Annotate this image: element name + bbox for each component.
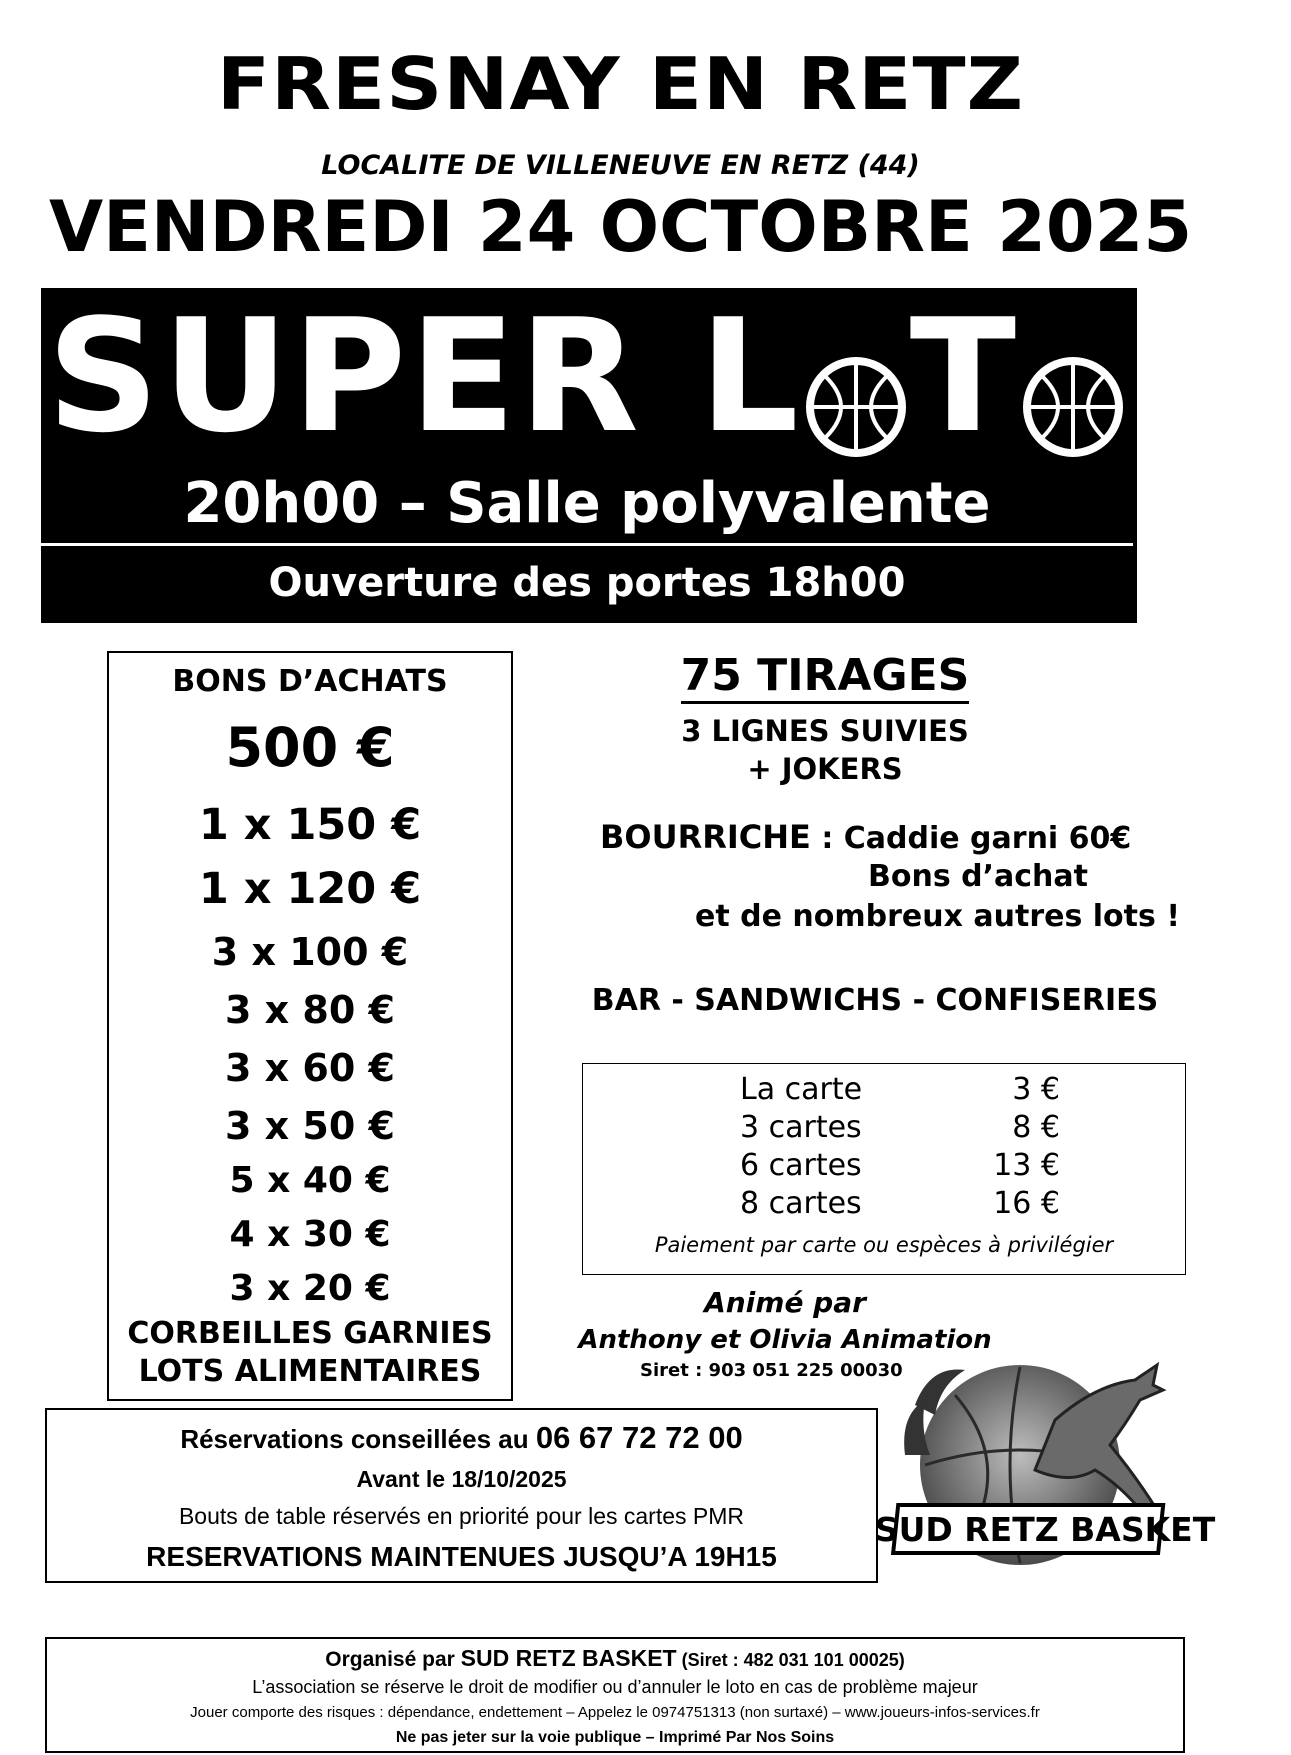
- prize-item: 5 x 40 €: [229, 1160, 391, 1201]
- kangaroo-basketball-logo: [874, 1345, 1216, 1575]
- organizer-disclaimer: L’association se réserve le droit de modifier ou d’annuler le loto en cas de problème majeur: [252, 1677, 978, 1697]
- reservation-pmr-note: Bouts de table réservés en priorité pour les cartes PMR: [178, 1503, 745, 1529]
- prize-item: 1 x 120 €: [198, 864, 422, 914]
- draws-line: + JOKERS: [747, 752, 903, 786]
- print-notice: Ne pas jeter sur la voie publique – Imprimé Par Nos Soins: [395, 1729, 835, 1746]
- bourriche-label: BOURRICHE: [600, 818, 811, 856]
- basketball-icon: [1021, 325, 1125, 429]
- price-value: 16 €: [993, 1186, 1060, 1221]
- time-and-venue: 20h00 – Salle polyvalente: [41, 461, 1133, 546]
- animation-label: Animé par: [704, 1286, 866, 1319]
- bar-services: BAR - SANDWICHS - CONFISERIES: [591, 983, 1159, 1018]
- organizer-name: SUD RETZ BASKET: [460, 1645, 677, 1671]
- price-label: 6 cartes: [740, 1148, 862, 1183]
- bourriche-text: : Caddie garni 60€: [810, 821, 1132, 856]
- price-value: 13 €: [993, 1148, 1060, 1183]
- draws-line: 3 LIGNES SUIVIES: [681, 714, 969, 748]
- animation-name: Anthony et Olivia Animation: [578, 1325, 992, 1355]
- prize-extra: CORBEILLES GARNIES: [127, 1316, 493, 1351]
- organizer-prefix: Organisé par: [325, 1648, 461, 1671]
- price-label: 3 cartes: [740, 1110, 862, 1145]
- reservation-prefix: Réservations conseillées au: [180, 1424, 536, 1454]
- prize-item: 4 x 30 €: [229, 1214, 391, 1255]
- organizer-siret: (Siret : 482 031 101 00025): [676, 1650, 905, 1670]
- prize-item: 3 x 50 €: [225, 1104, 395, 1148]
- event-date: VENDREDI 24 OCTOBRE 2025: [48, 186, 1193, 268]
- price-label: 8 cartes: [740, 1186, 862, 1221]
- draws-title-text: 75 TIRAGES: [681, 650, 970, 704]
- title-text-part1: SUPER L: [46, 285, 802, 467]
- price-value: 8 €: [1012, 1110, 1060, 1145]
- prize-item: 3 x 100 €: [211, 930, 409, 974]
- prize-item: 1 x 150 €: [198, 800, 422, 850]
- price-value: 3 €: [1012, 1072, 1060, 1107]
- prize-heading: BONS D’ACHATS: [172, 664, 448, 699]
- organizer-line: [45, 1645, 1185, 1672]
- event-town-title: FRESNAY EN RETZ: [216, 42, 1025, 126]
- bourriche-text: et de nombreux autres lots !: [695, 899, 1180, 934]
- prize-extra: LOTS ALIMENTAIRES: [138, 1354, 482, 1389]
- basketball-icon: [804, 325, 908, 429]
- reservation-phone: 06 67 72 72 00: [535, 1420, 743, 1455]
- bourriche-line: [600, 818, 1131, 856]
- reservation-hold-note: RESERVATIONS MAINTENUES JUSQU’A 19H15: [146, 1541, 777, 1572]
- super-loto-title: [41, 285, 1133, 467]
- locality-subtitle: LOCALITE DE VILLENEUVE EN RETZ (44): [321, 150, 920, 181]
- draws-title: [625, 650, 1025, 701]
- reservation-line: [45, 1420, 878, 1456]
- price-label: La carte: [740, 1072, 863, 1107]
- logo-text: SUD RETZ BASKET: [874, 1510, 1216, 1549]
- bourriche-text: Bons d’achat: [868, 859, 1088, 894]
- doors-opening: Ouverture des portes 18h00: [268, 560, 906, 606]
- reservation-deadline: Avant le 18/10/2025: [356, 1466, 567, 1492]
- prize-item: 3 x 60 €: [225, 1046, 395, 1090]
- title-text-part2: T: [909, 285, 1020, 467]
- draws-details: [625, 712, 1025, 788]
- prize-item: 3 x 20 €: [229, 1268, 391, 1309]
- prize-top: 500 €: [225, 716, 395, 779]
- prize-item: 3 x 80 €: [225, 988, 395, 1032]
- gambling-warning: Jouer comporte des risques : dépendance, endettement – Appelez le 0974751313 (non surtaxé) – www.joueurs-infos-services.fr: [190, 1704, 1040, 1721]
- animation-siret: Siret : 903 051 225 00030: [640, 1360, 903, 1381]
- payment-note: Paiement par carte ou espèces à privilégier: [654, 1233, 1114, 1257]
